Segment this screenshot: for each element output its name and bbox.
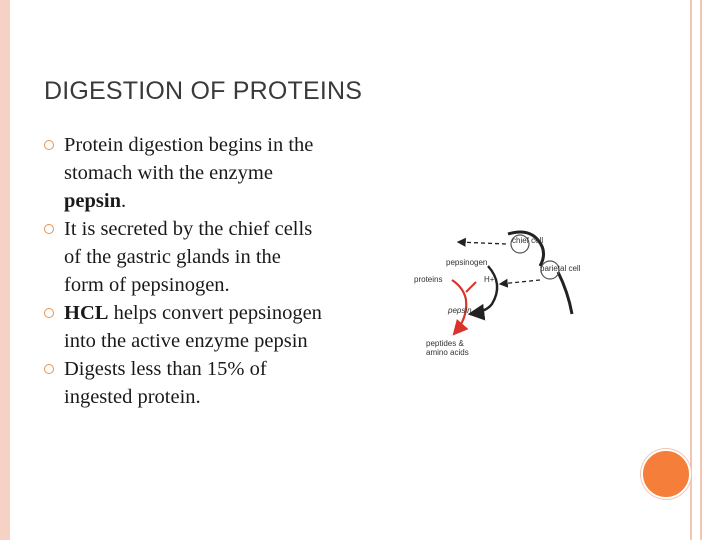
bullet-item (44, 299, 324, 355)
label-parietal-cell: parietal cell (540, 264, 581, 273)
activation-arrow (470, 266, 497, 314)
accent-circle (641, 449, 691, 499)
bullet-bold-text: HCL (64, 302, 109, 324)
bullet-circle-icon (44, 140, 54, 150)
h-plus-arrow (500, 280, 540, 284)
pepsin-cut-mark (466, 282, 476, 292)
bullet-bold-text: pepsin (64, 190, 121, 212)
bullet-text: . (120, 190, 127, 212)
label-chief-cell: chief cell (512, 236, 544, 245)
label-h-plus: H+ (484, 275, 495, 284)
bullet-text: It is secreted by the chief cells of the gastric glands in the form of pepsinogen. (64, 218, 313, 296)
parietal-cell-shape (558, 272, 572, 314)
label-pepsinogen: pepsinogen (446, 258, 488, 267)
label-proteins: proteins (414, 275, 443, 284)
slide-title: DIGESTION OF PROTEINS (44, 77, 363, 105)
bullet-text: helps convert pepsinogen into the active enzyme pepsin (64, 302, 322, 352)
label-peptides-2: amino acids (426, 348, 469, 357)
secretion-arrow (458, 242, 506, 244)
right-decor-frame (686, 0, 720, 540)
bullet-circle-icon (44, 224, 54, 234)
left-decor-bar (0, 0, 10, 540)
frame-line-outer (690, 0, 692, 540)
frame-line-inner (700, 0, 702, 540)
bullet-circle-icon (44, 308, 54, 318)
bullet-item (44, 131, 324, 215)
bullet-item (44, 215, 324, 299)
label-peptides-1: peptides & (426, 339, 464, 348)
bullet-item (44, 355, 324, 411)
bullet-list (44, 131, 324, 411)
bullet-text: Protein digestion begins in the stomach with the enzyme (64, 134, 314, 184)
bullet-circle-icon (44, 364, 54, 374)
bullet-text: Digests less than 15% of ingested protein. (64, 358, 267, 408)
pepsin-activation-diagram (408, 222, 598, 362)
label-pepsin: pepsin (448, 306, 472, 315)
